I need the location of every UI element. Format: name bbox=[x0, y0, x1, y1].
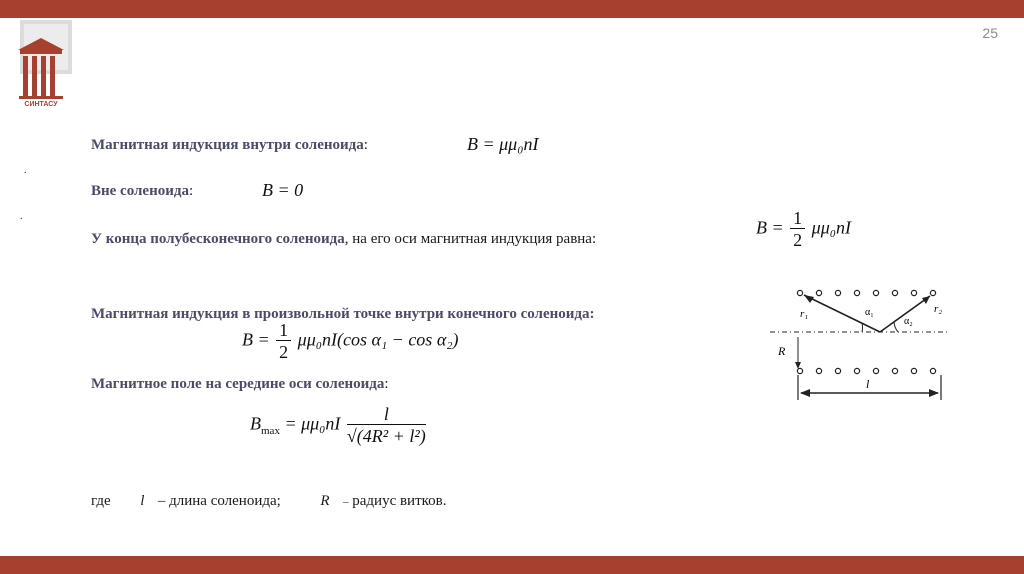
line-inside-solenoid bbox=[91, 137, 368, 154]
rhs: μμ₀nI bbox=[811, 217, 851, 238]
label: Магнитная индукция внутри соленоида bbox=[91, 137, 364, 153]
label-r2: r₂ bbox=[934, 303, 943, 315]
label: Магнитная индукция в произвольной точке внутри конечного соленоида: bbox=[91, 306, 595, 322]
dash: – bbox=[343, 496, 349, 508]
page-number: 25 bbox=[982, 25, 998, 41]
numerator: 1 bbox=[790, 208, 805, 229]
colon: : bbox=[363, 137, 368, 153]
formula-inside: B = μμ₀nI bbox=[467, 134, 539, 154]
label-r1: r₁ bbox=[800, 308, 809, 320]
denominator: 2 bbox=[279, 342, 289, 362]
stray-dot: . bbox=[20, 211, 23, 222]
numerator: l bbox=[347, 404, 426, 425]
R-description: радиус витков. bbox=[352, 493, 447, 509]
line-legend bbox=[91, 493, 447, 510]
formula-max bbox=[250, 404, 428, 447]
formula-semi-infinite bbox=[756, 208, 851, 251]
label: Вне соленоида bbox=[91, 183, 189, 199]
bottom-bar bbox=[0, 556, 1024, 574]
university-logo bbox=[14, 20, 74, 112]
line-semi-infinite bbox=[91, 231, 596, 248]
label-alpha2: α₂ bbox=[904, 316, 913, 327]
rhs: μμ₀nI(cos α₁ − cos α₂) bbox=[297, 329, 459, 350]
label: Магнитное поле на середине оси соленоида bbox=[91, 376, 385, 392]
colon: : bbox=[384, 376, 389, 392]
formula-outside: B = 0 bbox=[262, 180, 304, 200]
svg-text:СИНТАСУ: СИНТАСУ bbox=[24, 101, 58, 108]
label: У конца полубесконечного соленоида bbox=[91, 231, 345, 247]
symbol-R: R bbox=[320, 493, 330, 509]
top-bar bbox=[0, 0, 1024, 18]
symbol-l: l bbox=[140, 493, 145, 509]
label-alpha1: α₁ bbox=[865, 307, 874, 318]
lhs: B bbox=[250, 413, 261, 434]
denominator: 2 bbox=[793, 230, 803, 250]
where: где bbox=[91, 493, 111, 509]
denominator: √(4R² + l²) bbox=[346, 426, 426, 446]
l-description: – длина соленоида; bbox=[157, 493, 281, 509]
colon: : bbox=[188, 183, 194, 199]
line-outside-solenoid bbox=[91, 183, 193, 200]
formula-finite bbox=[242, 320, 459, 363]
subscript: max bbox=[261, 425, 280, 438]
label-l: l bbox=[866, 377, 870, 391]
label-R: R bbox=[778, 344, 786, 358]
lhs: B = bbox=[242, 329, 270, 350]
line-center-axis bbox=[91, 376, 389, 393]
numerator: 1 bbox=[276, 320, 291, 341]
stray-dot: . bbox=[24, 165, 27, 176]
solenoid-diagram bbox=[770, 282, 950, 402]
rhs: = μμ₀nI bbox=[284, 413, 341, 434]
text: , на его оси магнитная индукция равна: bbox=[344, 231, 597, 247]
lhs: B = bbox=[756, 217, 784, 238]
